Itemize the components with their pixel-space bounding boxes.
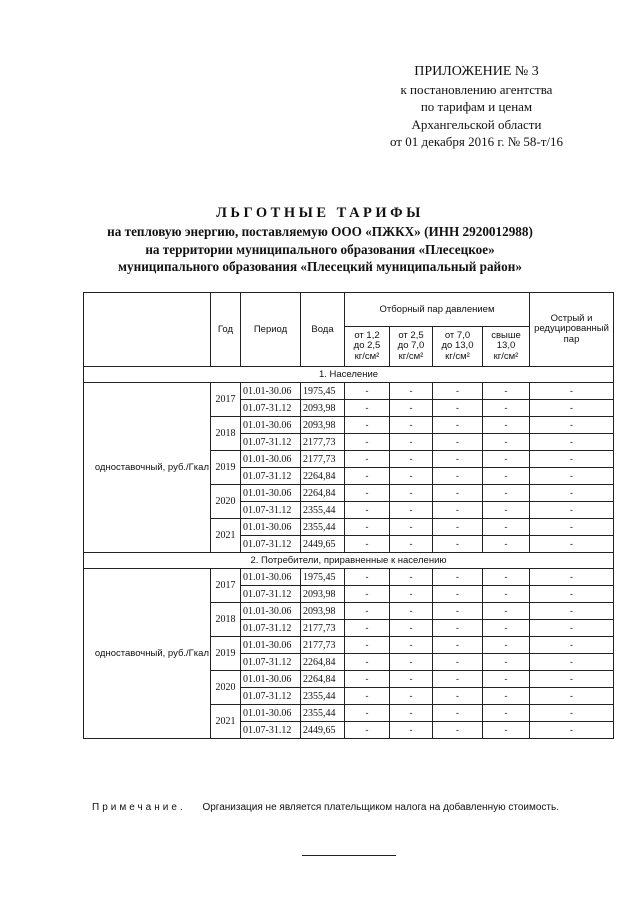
dash-cell: - [345, 519, 390, 536]
water-tariff-cell: 2093,98 [301, 586, 345, 603]
dash-cell: - [433, 451, 483, 468]
dash-cell: - [345, 451, 390, 468]
header-text: кг/см² [493, 350, 519, 362]
dash-cell: - [483, 620, 530, 637]
header-water: Вода [301, 293, 345, 367]
dash-cell: - [530, 519, 614, 536]
note [92, 802, 559, 813]
section-row [84, 553, 614, 569]
dash-cell: - [433, 654, 483, 671]
header-text: от 7,0 [444, 329, 471, 341]
dash-cell: - [483, 502, 530, 519]
dash-cell: - [530, 417, 614, 434]
year-cell: 2019 [211, 451, 241, 485]
dash-cell: - [433, 620, 483, 637]
dash-cell: - [390, 502, 433, 519]
bottom-rule [302, 855, 396, 856]
category-cell: одноставочный, руб./Гкал [84, 569, 211, 739]
header-text: свыше [491, 329, 521, 341]
dash-cell: - [530, 637, 614, 654]
dash-cell: - [530, 671, 614, 688]
dash-cell: - [530, 485, 614, 502]
header-text: до 2,5 [353, 340, 381, 352]
dash-cell: - [530, 536, 614, 553]
dash-cell: - [433, 417, 483, 434]
dash-cell: - [433, 519, 483, 536]
water-tariff-cell: 2177,73 [301, 620, 345, 637]
dash-cell: - [345, 671, 390, 688]
note-label: Примечание. [92, 802, 186, 813]
document-title: ЛЬГОТНЫЕ ТАРИФЫ [216, 205, 424, 221]
dash-cell: - [530, 400, 614, 417]
dash-cell: - [390, 434, 433, 451]
period-cell: 01.01-30.06 [241, 569, 301, 586]
dash-cell: - [345, 485, 390, 502]
water-tariff-cell: 2355,44 [301, 705, 345, 722]
header-steam-2 [390, 327, 433, 367]
year-cell: 2017 [211, 383, 241, 417]
dash-cell: - [530, 569, 614, 586]
dash-cell: - [345, 417, 390, 434]
water-tariff-cell: 2093,98 [301, 400, 345, 417]
header-period: Период [241, 293, 301, 367]
dash-cell: - [483, 434, 530, 451]
dash-cell: - [390, 485, 433, 502]
header-steam-3 [433, 327, 483, 367]
dash-cell: - [433, 705, 483, 722]
header-text: Острый и [550, 312, 593, 324]
heading-line: на территории муниципального образования «Плесецкое» [145, 241, 495, 257]
dash-cell: - [433, 603, 483, 620]
dash-cell: - [483, 688, 530, 705]
header-text: кг/см² [445, 350, 470, 362]
header-text: до 7,0 [397, 340, 425, 352]
period-cell: 01.01-30.06 [241, 519, 301, 536]
dash-cell: - [345, 637, 390, 654]
dash-cell: - [433, 722, 483, 739]
dash-cell: - [433, 468, 483, 485]
dash-cell: - [530, 468, 614, 485]
dash-cell: - [483, 603, 530, 620]
period-cell: 01.07-31.12 [241, 502, 301, 519]
dash-cell: - [345, 536, 390, 553]
header-text: 13,0 [496, 340, 516, 352]
dash-cell: - [345, 434, 390, 451]
dash-cell: - [345, 603, 390, 620]
dash-cell: - [433, 502, 483, 519]
period-cell: 01.01-30.06 [241, 383, 301, 400]
dash-cell: - [530, 502, 614, 519]
dash-cell: - [390, 468, 433, 485]
period-cell: 01.01-30.06 [241, 637, 301, 654]
water-tariff-cell: 2264,84 [301, 671, 345, 688]
dash-cell: - [433, 688, 483, 705]
water-tariff-cell: 2449,65 [301, 536, 345, 553]
note-text: Организация не является плательщиком налога на добавленную стоимость. [202, 802, 559, 813]
dash-cell: - [530, 705, 614, 722]
table-row [84, 569, 614, 586]
header-steam-group: Отборный пар давлением [345, 293, 530, 327]
dash-cell: - [345, 722, 390, 739]
dash-cell: - [390, 722, 433, 739]
dash-cell: - [483, 637, 530, 654]
dash-cell: - [483, 722, 530, 739]
category-cell: одноставочный, руб./Гкал [84, 383, 211, 553]
dash-cell: - [530, 620, 614, 637]
dash-cell: - [390, 705, 433, 722]
header-text: кг/см² [354, 350, 380, 362]
period-cell: 01.07-31.12 [241, 468, 301, 485]
dash-cell: - [345, 502, 390, 519]
year-cell: 2020 [211, 671, 241, 705]
header-text: пар [563, 333, 580, 345]
dash-cell: - [345, 688, 390, 705]
dash-cell: - [390, 519, 433, 536]
dash-cell: - [483, 485, 530, 502]
dash-cell: - [530, 383, 614, 400]
dash-cell: - [390, 671, 433, 688]
water-tariff-cell: 2264,84 [301, 654, 345, 671]
dash-cell: - [483, 383, 530, 400]
dash-cell: - [390, 451, 433, 468]
heading-line: муниципального образования «Плесецкий муниципальный район» [118, 259, 522, 274]
water-tariff-cell: 2355,44 [301, 519, 345, 536]
period-cell: 01.07-31.12 [241, 586, 301, 603]
header-category [84, 293, 211, 367]
header-text: кг/см² [398, 350, 424, 362]
dash-cell: - [390, 536, 433, 553]
dash-cell: - [345, 620, 390, 637]
dash-cell: - [345, 586, 390, 603]
header-row [84, 293, 614, 327]
section-title: 1. Население [84, 367, 614, 383]
dash-cell: - [345, 400, 390, 417]
dash-cell: - [433, 586, 483, 603]
period-cell: 01.01-30.06 [241, 485, 301, 502]
period-cell: 01.01-30.06 [241, 417, 301, 434]
dash-cell: - [390, 400, 433, 417]
period-cell: 01.01-30.06 [241, 705, 301, 722]
year-cell: 2019 [211, 637, 241, 671]
water-tariff-cell: 2093,98 [301, 603, 345, 620]
header-steam-1 [345, 327, 390, 367]
dash-cell: - [530, 688, 614, 705]
dash-cell: - [483, 671, 530, 688]
water-tariff-cell: 2264,84 [301, 485, 345, 502]
dash-cell: - [483, 654, 530, 671]
header-text: до 13,0 [441, 340, 474, 352]
water-tariff-cell: 2177,73 [301, 637, 345, 654]
water-tariff-cell: 2177,73 [301, 434, 345, 451]
appendix-line: Архангельской области [411, 116, 542, 132]
water-tariff-cell: 2177,73 [301, 451, 345, 468]
water-tariff-cell: 1975,45 [301, 569, 345, 586]
section-title: 2. Потребители, приравненные к населению [84, 553, 614, 569]
dash-cell: - [390, 383, 433, 400]
dash-cell: - [433, 637, 483, 654]
period-cell: 01.01-30.06 [241, 451, 301, 468]
period-cell: 01.07-31.12 [241, 722, 301, 739]
dash-cell: - [483, 519, 530, 536]
dash-cell: - [433, 536, 483, 553]
dash-cell: - [433, 400, 483, 417]
appendix-line: от 01 декабря 2016 г. № 58-т/16 [389, 134, 563, 149]
period-cell: 01.07-31.12 [241, 654, 301, 671]
year-cell: 2021 [211, 705, 241, 739]
dash-cell: - [390, 569, 433, 586]
dash-cell: - [390, 654, 433, 671]
tariff-table [83, 292, 614, 739]
dash-cell: - [433, 485, 483, 502]
dash-cell: - [345, 705, 390, 722]
dash-cell: - [483, 536, 530, 553]
dash-cell: - [483, 586, 530, 603]
dash-cell: - [433, 383, 483, 400]
dash-cell: - [433, 434, 483, 451]
appendix-line: по тарифам и ценам [420, 99, 533, 114]
year-cell: 2021 [211, 519, 241, 553]
header-text: от 2,5 [398, 329, 424, 341]
dash-cell: - [390, 620, 433, 637]
dash-cell: - [530, 654, 614, 671]
dash-cell: - [390, 637, 433, 654]
dash-cell: - [390, 603, 433, 620]
dash-cell: - [345, 569, 390, 586]
year-cell: 2018 [211, 417, 241, 451]
section-row [84, 367, 614, 383]
dash-cell: - [483, 417, 530, 434]
dash-cell: - [483, 468, 530, 485]
dash-cell: - [483, 705, 530, 722]
dash-cell: - [483, 451, 530, 468]
water-tariff-cell: 1975,45 [301, 383, 345, 400]
header-year: Год [211, 293, 241, 367]
dash-cell: - [433, 569, 483, 586]
header-text: от 1,2 [354, 329, 380, 341]
header-sharp-steam [530, 293, 614, 367]
dash-cell: - [530, 434, 614, 451]
dash-cell: - [390, 417, 433, 434]
year-cell: 2020 [211, 485, 241, 519]
water-tariff-cell: 2355,44 [301, 502, 345, 519]
dash-cell: - [530, 603, 614, 620]
water-tariff-cell: 2355,44 [301, 688, 345, 705]
period-cell: 01.07-31.12 [241, 400, 301, 417]
header-steam-4 [483, 327, 530, 367]
header-text: редуцированный [534, 323, 609, 335]
period-cell: 01.01-30.06 [241, 671, 301, 688]
dash-cell: - [345, 468, 390, 485]
document-heading [20, 204, 620, 276]
table-row [84, 383, 614, 400]
appendix-title: ПРИЛОЖЕНИЕ № 3 [414, 64, 539, 79]
dash-cell: - [483, 400, 530, 417]
dash-cell: - [345, 383, 390, 400]
dash-cell: - [483, 569, 530, 586]
period-cell: 01.07-31.12 [241, 536, 301, 553]
dash-cell: - [530, 586, 614, 603]
year-cell: 2017 [211, 569, 241, 603]
dash-cell: - [530, 451, 614, 468]
dash-cell: - [390, 586, 433, 603]
heading-line: на тепловую энергию, поставляемую ООО «ПЖКХ» (ИНН 2920012988) [107, 224, 533, 239]
appendix-block [390, 63, 563, 151]
water-tariff-cell: 2093,98 [301, 417, 345, 434]
period-cell: 01.01-30.06 [241, 603, 301, 620]
period-cell: 01.07-31.12 [241, 620, 301, 637]
dash-cell: - [390, 688, 433, 705]
appendix-line: к постановлению агентства [400, 81, 553, 97]
dash-cell: - [345, 654, 390, 671]
period-cell: 01.07-31.12 [241, 434, 301, 451]
dash-cell: - [530, 722, 614, 739]
year-cell: 2018 [211, 603, 241, 637]
dash-cell: - [433, 671, 483, 688]
water-tariff-cell: 2264,84 [301, 468, 345, 485]
period-cell: 01.07-31.12 [241, 688, 301, 705]
water-tariff-cell: 2449,65 [301, 722, 345, 739]
